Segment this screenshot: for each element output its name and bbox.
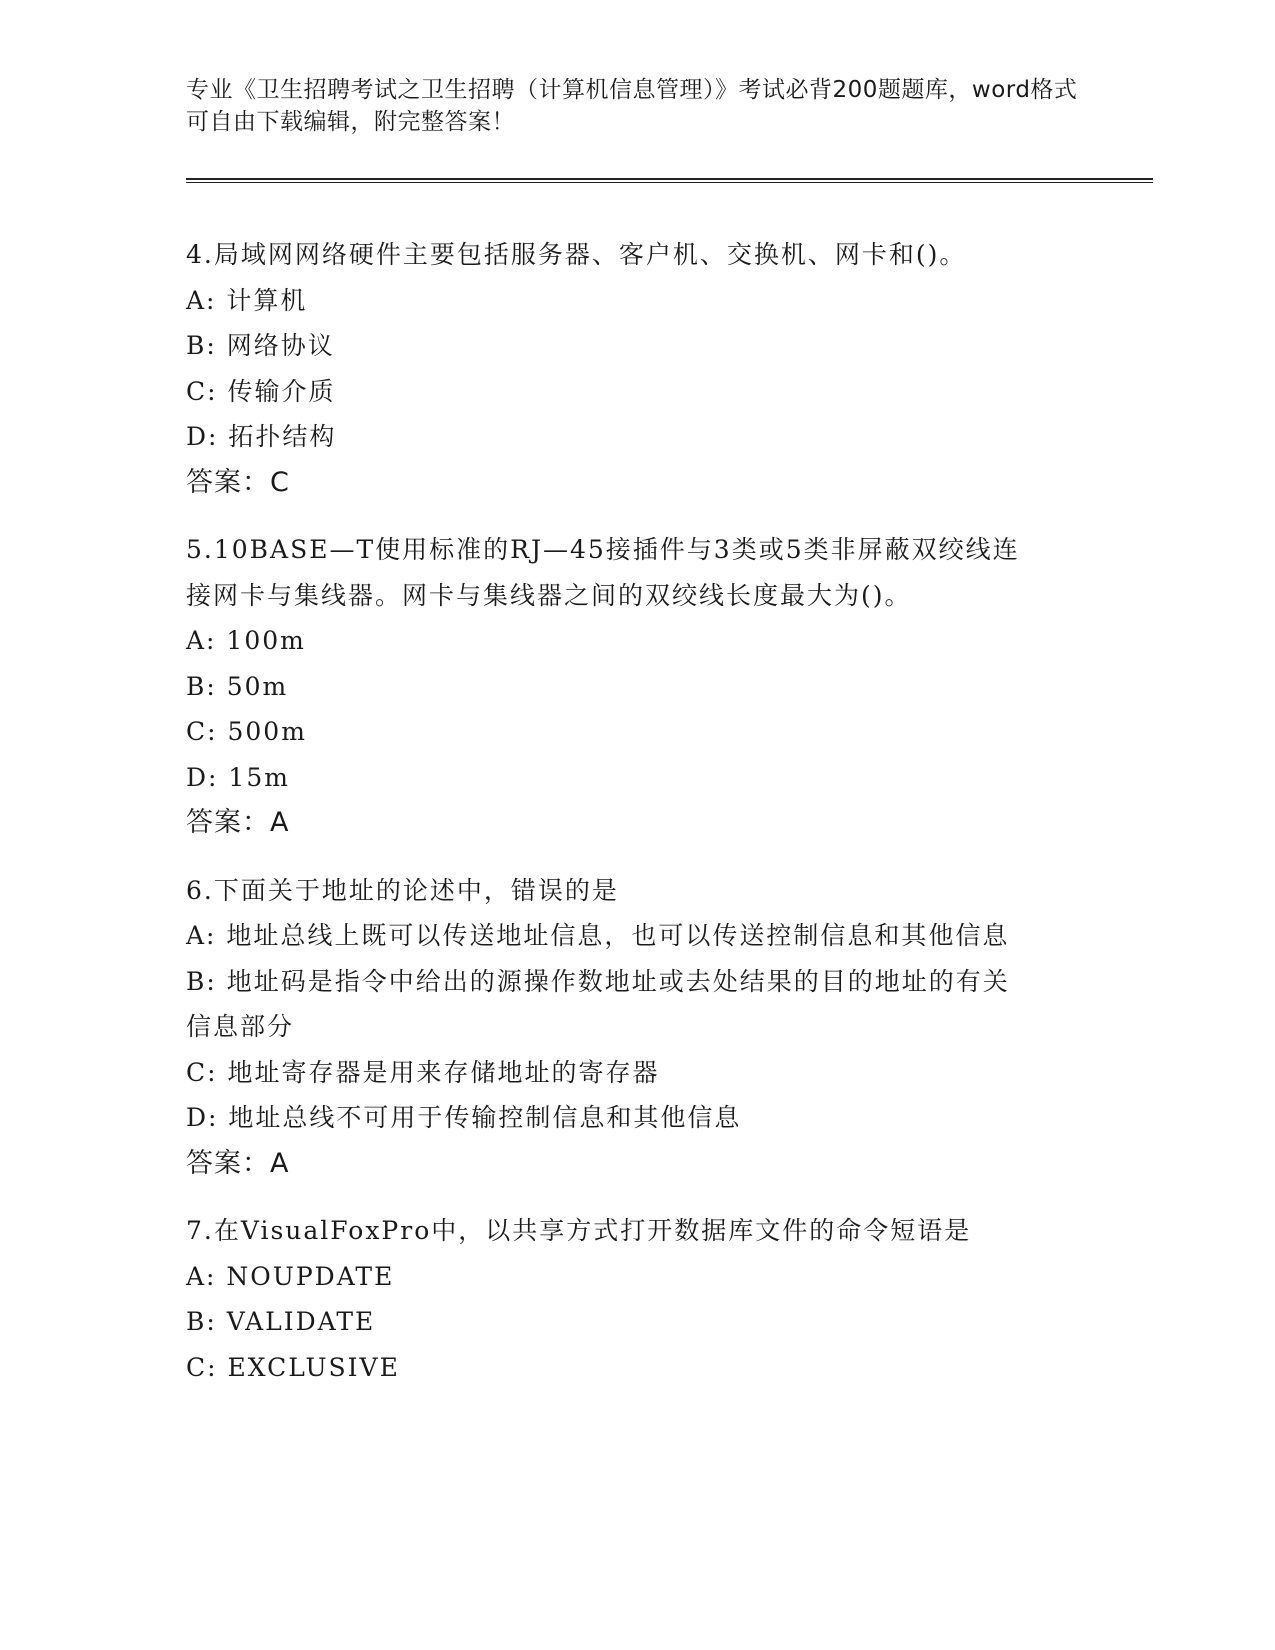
option-a: A: 地址总线上既可以传送地址信息，也可以传送控制信息和其他信息: [186, 921, 1010, 950]
option-d: D: 地址总线不可用于传输控制信息和其他信息: [186, 1103, 742, 1132]
question-5: [186, 527, 1086, 846]
question-stem: 5.10BASE—T使用标准的RJ—45接插件与3类或5类非屏蔽双绞线连: [186, 535, 1020, 564]
option-c: C: 地址寄存器是用来存储地址的寄存器: [186, 1057, 660, 1087]
question-stem: 7.在VisualFoxPro中，以共享方式打开数据库文件的命令短语是: [186, 1216, 972, 1245]
option-b: B: 50m: [186, 671, 289, 701]
header-divider-thin: [186, 182, 1153, 183]
option-a: A: NOUPDATE: [186, 1261, 395, 1291]
option-a: A: 计算机: [186, 285, 308, 315]
header-divider: [186, 178, 1153, 180]
answer: 答案：A: [186, 1147, 290, 1179]
question-stem: 4.局域网网络硬件主要包括服务器、客户机、交换机、网卡和()。: [186, 240, 967, 269]
question-7: [186, 1208, 1086, 1390]
option-b: B: VALIDATE: [186, 1307, 376, 1336]
option-b: B: 地址码是指令中给出的源操作数地址或去处结果的目的地址的有关: [186, 966, 1010, 996]
option-a: A: 100m: [186, 626, 306, 655]
answer: 答案：C: [186, 466, 290, 498]
question-stem-continued: 接网卡与集线器。网卡与集线器之间的双绞线长度最大为()。: [186, 580, 912, 610]
answer: 答案：A: [186, 807, 290, 838]
option-d: D: 15m: [186, 762, 290, 792]
option-b-continued: 信息部分: [186, 1012, 295, 1041]
option-b: B: 网络协议: [186, 331, 335, 360]
question-stem: 6.下面关于地址的论述中，错误的是: [186, 875, 619, 905]
question-4: [186, 232, 1086, 505]
question-list: [186, 232, 1086, 1412]
option-c: C: 500m: [186, 717, 307, 746]
option-c: C: 传输介质: [186, 376, 336, 406]
option-d: D: 拓扑结构: [186, 422, 337, 451]
option-c: C: EXCLUSIVE: [186, 1352, 400, 1382]
document-header: 专业《卫生招聘考试之卫生招聘（计算机信息管理）》考试必背200题题库，word格式可自由下载编辑，附完整答案！: [186, 77, 1078, 135]
question-6: [186, 868, 1086, 1187]
